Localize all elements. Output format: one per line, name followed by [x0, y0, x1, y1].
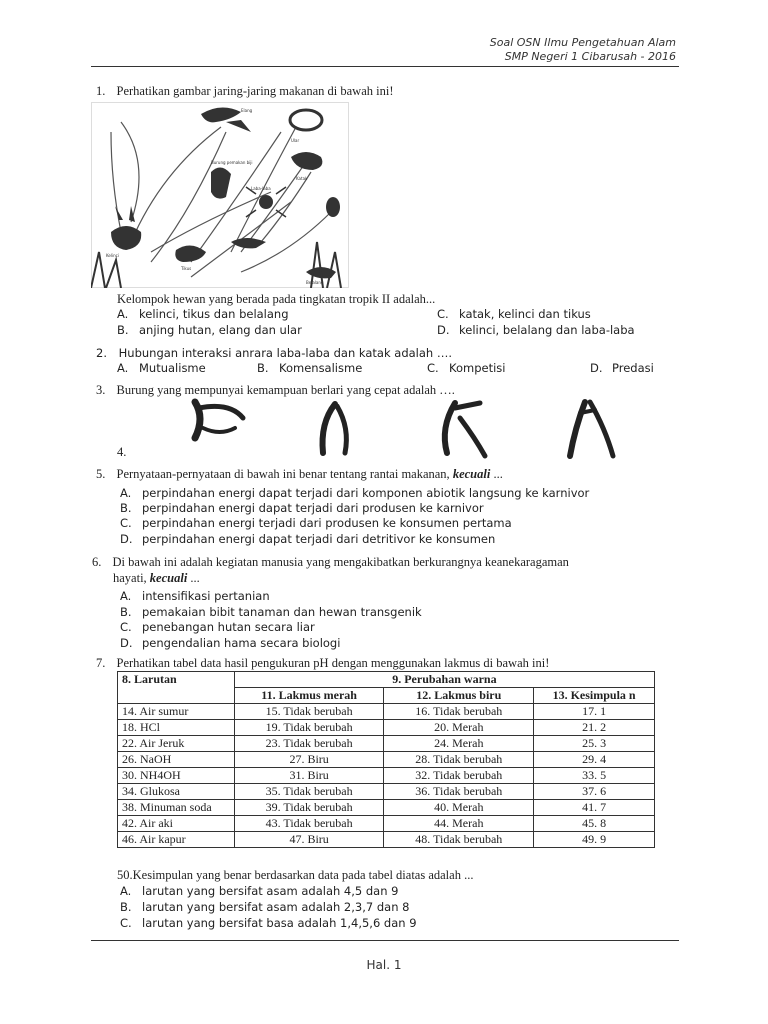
- question-1: [96, 84, 393, 99]
- option-text: perpindahan energi terjadi dari produsen ke konsumen pertama: [142, 516, 512, 530]
- cell-larutan: 30. NH4OH: [118, 768, 235, 784]
- question-6: [92, 555, 569, 570]
- label-tikus: Tikus: [181, 266, 192, 271]
- header-kesimpulan: 13. Kesimpula n: [534, 688, 655, 704]
- cell-larutan: 34. Glukosa: [118, 784, 235, 800]
- option-2b[interactable]: [257, 361, 362, 375]
- option-letter: A.: [120, 589, 132, 603]
- label-katak: Katak: [296, 176, 308, 181]
- question-number: 2.: [96, 346, 107, 360]
- cell-lakmus-merah: 47. Biru: [234, 832, 384, 848]
- cell-kesimpulan: 41. 7: [534, 800, 655, 816]
- option-6a[interactable]: [120, 589, 270, 603]
- table-row: [118, 720, 655, 736]
- option-text: katak, kelinci dan tikus: [459, 307, 591, 321]
- header-larutan: 8. Larutan: [118, 672, 235, 704]
- option-letter: B.: [120, 501, 132, 515]
- question-text: Hubungan interaksi anrara laba-laba dan katak adalah ….: [118, 346, 453, 360]
- cell-lakmus-merah: 15. Tidak berubah: [234, 704, 384, 720]
- option-letter: D.: [120, 532, 133, 546]
- option-1c[interactable]: [437, 307, 591, 321]
- question-4-number: 4.: [117, 445, 127, 459]
- cell-larutan: 26. NaOH: [118, 752, 235, 768]
- cell-lakmus-biru: 28. Tidak berubah: [384, 752, 534, 768]
- question-50: 50.Kesimpulan yang benar berdasarkan data pada tabel diatas adalah ...: [117, 868, 474, 882]
- option-letter: A.: [120, 884, 132, 898]
- option-letter: C.: [120, 516, 132, 530]
- header-lakmus-biru: 12. Lakmus biru: [384, 688, 534, 704]
- question-6-line2: [113, 571, 200, 586]
- option-text: larutan yang bersifat asam adalah 2,3,7 dan 8: [142, 900, 410, 914]
- label-ular: Ular: [291, 138, 300, 143]
- question-2: [96, 346, 452, 360]
- cell-larutan: 14. Air sumur: [118, 704, 235, 720]
- cell-lakmus-merah: 39. Tidak berubah: [234, 800, 384, 816]
- cell-lakmus-biru: 16. Tidak berubah: [384, 704, 534, 720]
- option-1d[interactable]: [437, 323, 635, 337]
- question-7: [96, 656, 549, 671]
- header-title: Soal OSN Ilmu Pengetahuan Alam: [489, 36, 676, 49]
- cell-lakmus-merah: 35. Tidak berubah: [234, 784, 384, 800]
- cell-lakmus-merah: 31. Biru: [234, 768, 384, 784]
- option-letter: C.: [120, 620, 132, 634]
- cell-lakmus-merah: 27. Biru: [234, 752, 384, 768]
- cell-kesimpulan: 17. 1: [534, 704, 655, 720]
- question-text: hayati,: [113, 571, 147, 585]
- table-row: [118, 832, 655, 848]
- option-letter: B.: [117, 323, 129, 337]
- option-text: perpindahan energi dapat terjadi dari produsen ke karnivor: [142, 501, 484, 515]
- cell-lakmus-biru: 40. Merah: [384, 800, 534, 816]
- option-text: kelinci, belalang dan laba-laba: [459, 323, 635, 337]
- option-2d[interactable]: [590, 361, 654, 375]
- cell-kesimpulan: 33. 5: [534, 768, 655, 784]
- cell-lakmus-biru: 36. Tidak berubah: [384, 784, 534, 800]
- option-text: Komensalisme: [279, 361, 363, 375]
- cell-lakmus-biru: 44. Merah: [384, 816, 534, 832]
- option-letter: B.: [120, 900, 132, 914]
- header-lakmus-merah: 11. Lakmus merah: [234, 688, 384, 704]
- question-text: Burung yang mempunyai kemampuan berlari yang cepat adalah ….: [116, 383, 455, 397]
- option-text: Predasi: [612, 361, 654, 375]
- option-text: penebangan hutan secara liar: [142, 620, 315, 634]
- option-letter: A.: [117, 307, 129, 321]
- header-perubahan-warna: 9. Perubahan warna: [234, 672, 654, 688]
- question-number: 6.: [92, 555, 102, 569]
- option-1a[interactable]: [117, 307, 289, 321]
- cell-lakmus-biru: 24. Merah: [384, 736, 534, 752]
- question-emphasis: kecuali: [149, 571, 188, 585]
- option-text: anjing hutan, elang dan ular: [139, 323, 302, 337]
- option-6d[interactable]: [120, 636, 340, 650]
- cell-lakmus-merah: 23. Tidak berubah: [234, 736, 384, 752]
- option-text: larutan yang bersifat asam adalah 4,5 dan 9: [142, 884, 399, 898]
- option-50b[interactable]: [120, 900, 409, 914]
- cell-kesimpulan: 29. 4: [534, 752, 655, 768]
- cell-kesimpulan: 49. 9: [534, 832, 655, 848]
- table-row: [118, 784, 655, 800]
- label-laba: Laba-laba: [251, 186, 271, 191]
- table-row: [118, 816, 655, 832]
- option-letter: D.: [120, 636, 133, 650]
- cell-kesimpulan: 21. 2: [534, 720, 655, 736]
- spider-icon: [259, 195, 273, 209]
- question-emphasis: kecuali: [452, 467, 491, 481]
- option-6c[interactable]: [120, 620, 315, 634]
- table-row: [118, 704, 655, 720]
- label-belalang: Belalang: [306, 280, 324, 285]
- label-elang: Elang: [241, 108, 253, 113]
- option-letter: C.: [120, 916, 132, 930]
- beetle-icon: [326, 197, 340, 217]
- bird-feet-images: [185, 398, 635, 460]
- option-2a[interactable]: [117, 361, 206, 375]
- cell-larutan: 22. Air Jeruk: [118, 736, 235, 752]
- option-5d[interactable]: [120, 532, 495, 546]
- table-header-row: [118, 672, 655, 688]
- option-letter: A.: [117, 361, 129, 375]
- bird-foot-c-icon: [445, 403, 485, 456]
- question-number: 3.: [96, 383, 106, 397]
- table-row: [118, 768, 655, 784]
- option-text: larutan yang bersifat basa adalah 1,4,5,6 dan 9: [142, 916, 417, 930]
- option-5b[interactable]: [120, 501, 484, 515]
- header-school: SMP Negeri 1 Cibarusah - 2016: [504, 50, 676, 63]
- cell-larutan: 18. HCl: [118, 720, 235, 736]
- table-row: [118, 752, 655, 768]
- question-text: Di bawah ini adalah kegiatan manusia yang mengakibatkan berkurangnya keanekaragaman: [112, 555, 569, 569]
- question-tail: ...: [493, 467, 503, 481]
- page-header: [490, 36, 676, 64]
- option-letter: D.: [437, 323, 450, 337]
- option-text: Mutualisme: [139, 361, 206, 375]
- option-letter: B.: [257, 361, 269, 375]
- cell-lakmus-biru: 48. Tidak berubah: [384, 832, 534, 848]
- question-number: 1.: [96, 84, 106, 98]
- cell-kesimpulan: 25. 3: [534, 736, 655, 752]
- question-text: Perhatikan gambar jaring-jaring makanan di bawah ini!: [116, 84, 394, 98]
- option-text: perpindahan energi dapat terjadi dari detritivor ke konsumen: [142, 532, 496, 546]
- option-letter: C.: [427, 361, 439, 375]
- option-letter: D.: [590, 361, 603, 375]
- option-text: Kompetisi: [449, 361, 506, 375]
- ph-data-table: [117, 671, 655, 848]
- option-letter: A.: [120, 486, 132, 500]
- option-5c[interactable]: [120, 516, 512, 530]
- label-burung: Burung pemakan biji: [211, 160, 253, 165]
- cell-lakmus-biru: 20. Merah: [384, 720, 534, 736]
- option-5a[interactable]: [120, 486, 589, 500]
- cell-lakmus-biru: 32. Tidak berubah: [384, 768, 534, 784]
- cell-kesimpulan: 45. 8: [534, 816, 655, 832]
- option-letter: B.: [120, 605, 132, 619]
- cell-larutan: 46. Air kapur: [118, 832, 235, 848]
- cell-lakmus-merah: 19. Tidak berubah: [234, 720, 384, 736]
- option-2c[interactable]: [427, 361, 505, 375]
- footer-rule: [91, 940, 679, 941]
- cell-larutan: 38. Minuman soda: [118, 800, 235, 816]
- option-text: kelinci, tikus dan belalang: [139, 307, 289, 321]
- bird-foot-d-icon: [570, 402, 613, 456]
- bird-foot-a-icon: [195, 402, 243, 438]
- cell-larutan: 42. Air aki: [118, 816, 235, 832]
- table-row: [118, 736, 655, 752]
- option-6b[interactable]: [120, 605, 422, 619]
- question-1-prompt: Kelompok hewan yang berada pada tingkatan tropik II adalah...: [117, 292, 436, 306]
- bird-foot-b-icon: [323, 404, 347, 453]
- cell-lakmus-merah: 43. Tidak berubah: [234, 816, 384, 832]
- header-rule: [91, 66, 679, 67]
- question-number: 7.: [96, 656, 106, 670]
- question-text: Pernyataan-pernyataan di bawah ini benar tentang rantai makanan,: [116, 467, 450, 481]
- label-kelinci: Kelinci: [106, 253, 119, 258]
- option-text: pengendalian hama secara biologi: [142, 636, 341, 650]
- option-text: intensifikasi pertanian: [142, 589, 270, 603]
- option-50a[interactable]: [120, 884, 398, 898]
- option-50c[interactable]: [120, 916, 417, 930]
- option-text: pemakaian bibit tanaman dan hewan transgenik: [142, 605, 422, 619]
- question-text: Perhatikan tabel data hasil pengukuran pH dengan menggunakan lakmus di bawah ini!: [116, 656, 550, 670]
- option-letter: C.: [437, 307, 449, 321]
- question-5: [96, 467, 503, 482]
- cell-kesimpulan: 37. 6: [534, 784, 655, 800]
- option-1b[interactable]: [117, 323, 302, 337]
- option-text: perpindahan energi dapat terjadi dari komponen abiotik langsung ke karnivor: [142, 486, 590, 500]
- question-3: [96, 383, 455, 398]
- food-web-figure: [91, 102, 349, 288]
- page-number: Hal. 1: [366, 958, 402, 972]
- question-number: 5.: [96, 467, 106, 481]
- question-tail: ...: [190, 571, 200, 585]
- table-row: [118, 800, 655, 816]
